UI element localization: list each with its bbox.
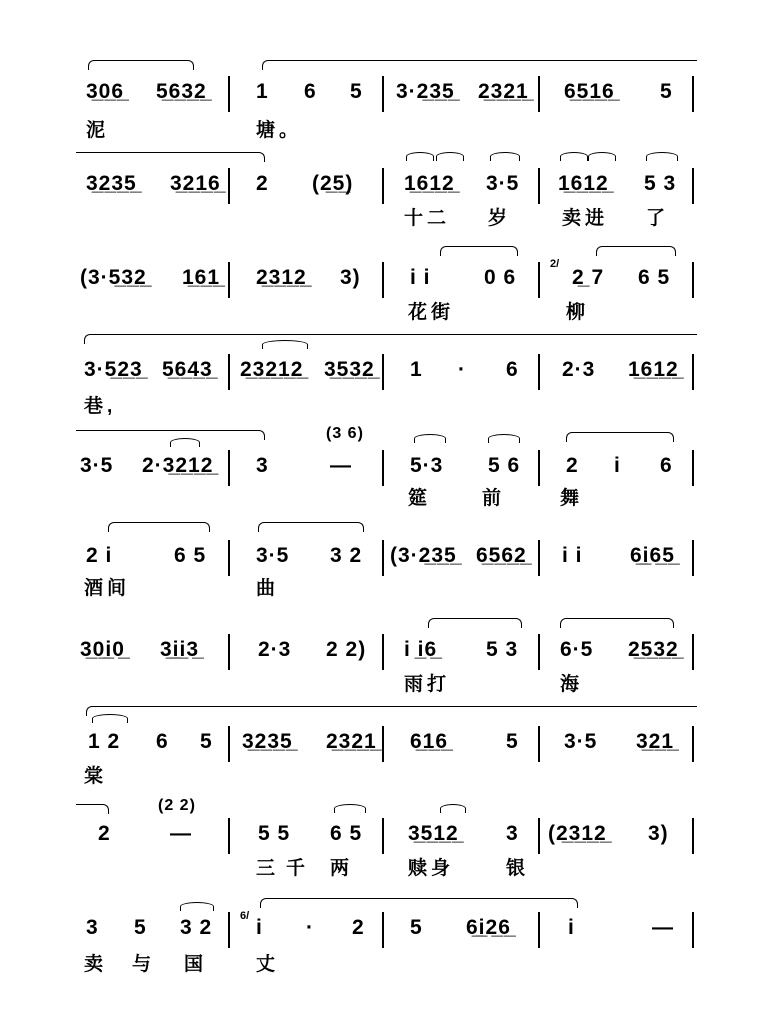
barline xyxy=(382,912,384,948)
slur xyxy=(440,246,518,256)
slur xyxy=(566,432,674,442)
lyric: 海 xyxy=(560,674,584,695)
note: 3 xyxy=(86,916,99,939)
lyric: 塘。 xyxy=(256,120,303,141)
lyric: 雨打 xyxy=(404,674,451,695)
tie xyxy=(560,152,588,161)
barline xyxy=(692,450,694,486)
note: 1 xyxy=(410,358,423,381)
note: 3) xyxy=(340,266,361,289)
note: 2 xyxy=(98,822,111,845)
note: 6 xyxy=(660,454,673,477)
lyric: 前 xyxy=(482,488,506,509)
tie xyxy=(92,714,128,723)
note: i xyxy=(256,916,263,939)
note: i i xyxy=(562,544,583,567)
barline xyxy=(538,634,540,670)
note: 6̲5̲6̲2̲ xyxy=(476,544,527,567)
barline xyxy=(228,354,230,390)
barline xyxy=(538,76,540,112)
barline xyxy=(692,540,694,576)
barline xyxy=(228,818,230,854)
note: 3·5 xyxy=(564,730,598,753)
note: 5 xyxy=(660,80,673,103)
barline xyxy=(692,634,694,670)
lyric: 银 xyxy=(506,858,530,879)
note: — xyxy=(330,454,352,477)
barline xyxy=(382,726,384,762)
slur xyxy=(84,334,697,344)
barline xyxy=(382,262,384,298)
note: 3̲2̲3̲5̲ xyxy=(86,172,137,195)
lyric: 筵 xyxy=(408,488,432,509)
slur xyxy=(560,618,674,628)
barline xyxy=(692,354,694,390)
note: (3 6) xyxy=(326,425,364,442)
note: 3̲5̲3̲2̲ xyxy=(324,358,375,381)
tie xyxy=(180,902,214,911)
note: · xyxy=(306,916,314,939)
note: 5 xyxy=(134,916,147,939)
lyric: 十二 xyxy=(404,208,451,229)
note: i xyxy=(614,454,621,477)
barline xyxy=(692,168,694,204)
note: 5 xyxy=(506,730,519,753)
barline xyxy=(538,354,540,390)
note: 3 2 xyxy=(180,916,213,939)
note: 6 5 xyxy=(638,266,671,289)
barline xyxy=(382,354,384,390)
note: 2 xyxy=(352,916,365,939)
note: 5 3 xyxy=(644,172,677,195)
barline xyxy=(228,76,230,112)
note: 6 5 xyxy=(174,544,207,567)
note: (3·5̲3̲2̲ xyxy=(80,266,147,289)
note: (2 2) xyxy=(158,797,196,814)
note: 2·3 xyxy=(258,638,292,661)
lyric: 卖 xyxy=(84,954,108,975)
note: 3·5̲2̲3̲ xyxy=(84,358,143,381)
note: 2̲3̲1̲2̲ xyxy=(256,266,307,289)
tie xyxy=(440,804,466,813)
barline xyxy=(382,76,384,112)
note: 5 xyxy=(350,80,363,103)
note: 2̲3̲2̲1̲ xyxy=(478,80,529,103)
note: 6̲i̲2̲6̲ xyxy=(466,916,511,939)
note: 3̲0̲6̲ xyxy=(86,80,125,103)
barline xyxy=(692,818,694,854)
lyric: 舞 xyxy=(560,488,584,509)
note: 6̲i̲6̲5̲ xyxy=(630,544,675,567)
tie xyxy=(588,152,616,161)
barline xyxy=(538,450,540,486)
note: 0 6 xyxy=(484,266,517,289)
tie xyxy=(406,152,434,161)
lyric: 国 xyxy=(184,954,208,975)
score-system-5 xyxy=(0,420,772,530)
note: 2·3̲2̲1̲2̲ xyxy=(142,454,214,477)
barline xyxy=(228,726,230,762)
note: 6 5 xyxy=(330,822,363,845)
lyric: 泥 xyxy=(86,120,110,141)
note: 5 3 xyxy=(486,638,519,661)
barline xyxy=(692,912,694,948)
lyric: 棠 xyxy=(84,766,108,787)
lyric: 巷, xyxy=(84,396,117,417)
note: (2̲3̲1̲2̲ xyxy=(548,822,607,845)
lyric: 卖进 xyxy=(562,208,609,229)
barline xyxy=(382,168,384,204)
slur xyxy=(258,522,364,532)
note: 3 2 xyxy=(330,544,363,567)
grace-note: 6/ xyxy=(240,910,250,922)
slur xyxy=(596,246,676,256)
lyric: 花街 xyxy=(408,302,455,323)
note: 3̲2̲1̲ xyxy=(636,730,675,753)
note: 3·2̲3̲5̲ xyxy=(396,80,455,103)
slur xyxy=(108,522,210,532)
note: 1̲6̲1̲2̲ xyxy=(558,172,609,195)
lyric: 千 xyxy=(286,858,310,879)
score-system-9 xyxy=(0,792,772,902)
note: 1̲6̲1̲2̲ xyxy=(628,358,679,381)
note: 3̲5̲1̲2̲ xyxy=(408,822,459,845)
barline xyxy=(692,262,694,298)
note: 2 xyxy=(256,172,269,195)
barline xyxy=(382,450,384,486)
barline xyxy=(382,818,384,854)
note: 3̲2̲3̲5̲ xyxy=(242,730,293,753)
barline xyxy=(538,912,540,948)
lyric: 两 xyxy=(330,858,354,879)
lyric: 岁 xyxy=(488,208,512,229)
barline xyxy=(228,540,230,576)
tie xyxy=(646,152,678,161)
lyric: 酒间 xyxy=(84,578,131,599)
note: (3·2̲3̲5̲ xyxy=(390,544,457,567)
slur xyxy=(76,430,265,440)
slur xyxy=(260,898,578,908)
lyric: 赎身 xyxy=(408,858,455,879)
tie xyxy=(488,434,520,443)
note: — xyxy=(170,822,192,845)
note: 3 xyxy=(506,822,519,845)
lyric: 柳 xyxy=(566,302,590,323)
barline xyxy=(538,540,540,576)
tie xyxy=(170,438,200,447)
note: 2 xyxy=(566,454,579,477)
slur xyxy=(76,804,109,814)
note: 1 xyxy=(256,80,269,103)
note: 3·5 xyxy=(80,454,114,477)
barline xyxy=(228,262,230,298)
note: 2̲5̲3̲2̲ xyxy=(628,638,679,661)
note: i xyxy=(568,916,575,939)
note: 2·3 xyxy=(562,358,596,381)
note: (2̲5̲) xyxy=(312,172,354,195)
note: 2̲3̲2̲1̲2̲ xyxy=(240,358,304,381)
note: 5̲6̲3̲2̲ xyxy=(156,80,207,103)
slur xyxy=(262,60,697,70)
note: 1 2 xyxy=(88,730,121,753)
note: 6̲5̲1̲6̲ xyxy=(564,80,615,103)
tie xyxy=(490,152,520,161)
barline xyxy=(228,634,230,670)
tie xyxy=(436,152,464,161)
note: 5 5 xyxy=(258,822,291,845)
slur xyxy=(76,152,265,162)
note: 6·5 xyxy=(560,638,594,661)
tie xyxy=(334,804,366,813)
note: 5̲6̲4̲3̲ xyxy=(162,358,213,381)
slur xyxy=(86,706,697,716)
note: i i xyxy=(410,266,431,289)
barline xyxy=(538,262,540,298)
barline xyxy=(692,76,694,112)
barline xyxy=(692,726,694,762)
note: 5·3 xyxy=(410,454,444,477)
lyric: 了 xyxy=(646,208,670,229)
lyric: 曲 xyxy=(256,578,280,599)
score-system-10 xyxy=(0,890,772,1000)
lyric: 丈 xyxy=(256,954,280,975)
tie xyxy=(262,340,308,349)
slur xyxy=(428,618,522,628)
note: 6 xyxy=(156,730,169,753)
note: 3) xyxy=(648,822,669,845)
note: 6̲1̲6̲ xyxy=(410,730,449,753)
score-system-6 xyxy=(0,516,772,626)
note: 2 2) xyxy=(326,638,367,661)
note: 6 xyxy=(506,358,519,381)
barline xyxy=(382,540,384,576)
lyric: 三 xyxy=(256,858,280,879)
note: 5 xyxy=(410,916,423,939)
barline xyxy=(228,168,230,204)
grace-note: 2/ xyxy=(550,258,560,270)
barline xyxy=(538,818,540,854)
barline xyxy=(538,726,540,762)
note: · xyxy=(458,358,466,381)
note: 3 xyxy=(256,454,269,477)
note: 3·5 xyxy=(486,172,520,195)
lyric: 与 xyxy=(132,954,156,975)
note: — xyxy=(652,916,674,939)
barline xyxy=(382,634,384,670)
note: 3·5 xyxy=(256,544,290,567)
tie xyxy=(414,434,446,443)
note: 3̲2̲1̲6̲ xyxy=(170,172,221,195)
note: 1̲6̲1̲ xyxy=(182,266,221,289)
slur xyxy=(88,60,194,70)
note: 1̲6̲1̲2̲ xyxy=(404,172,455,195)
note: 2 i xyxy=(86,544,113,567)
note: 2̲3̲2̲1̲ xyxy=(326,730,377,753)
note: 3̲0̲i̲0̲ xyxy=(80,638,125,661)
note: 5 xyxy=(200,730,213,753)
note: i i̲6̲ xyxy=(404,638,438,661)
note: 5 6 xyxy=(488,454,521,477)
note: 3̲i̲i̲3̲ xyxy=(160,638,200,661)
barline xyxy=(228,912,230,948)
note: 2̲ 7 xyxy=(572,266,605,289)
barline xyxy=(228,450,230,486)
note: 6 xyxy=(304,80,317,103)
barline xyxy=(538,168,540,204)
